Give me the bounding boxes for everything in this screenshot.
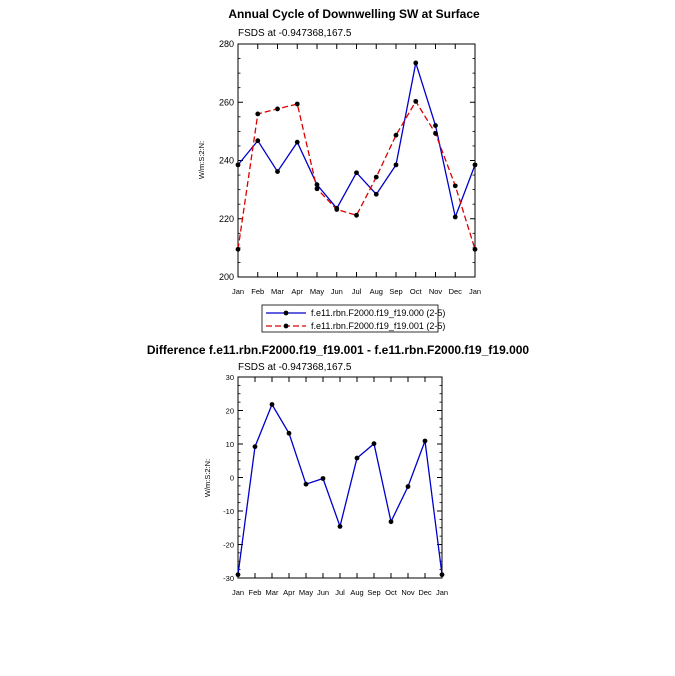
chart1-xtick-label: Mar [271, 287, 284, 296]
annual-cycle-chart [197, 7, 481, 296]
chart1-series-0-point [413, 61, 418, 66]
chart1-y-axis [219, 39, 475, 282]
chart1-xtick-label: May [309, 287, 325, 296]
chart1-series-1-point [295, 102, 300, 107]
chart2-subtitle: FSDS at -0.947368,167.5 [238, 362, 352, 373]
chart1-ytick-label: 240 [218, 155, 234, 166]
chart1-xtick-label: Aug [369, 287, 383, 296]
chart1-series-1-point [236, 247, 241, 252]
chart2-xtick-label: Jul [335, 588, 345, 597]
chart2-xtick-label: Jan [231, 588, 245, 597]
chart1-xtick-label: Oct [409, 287, 422, 296]
chart1-xtick-label: Jan [468, 287, 482, 296]
chart2-xtick-label: Jan [435, 588, 449, 597]
chart2-series-0-point [372, 441, 377, 446]
chart2-ytick-label: 10 [225, 440, 234, 449]
chart1-series-1-point [453, 183, 458, 188]
difference-chart [147, 343, 530, 597]
chart1-series-1-point [255, 112, 260, 117]
chart1-series-1-line [238, 101, 475, 249]
chart2-title: Difference f.e11.rbn.F2000.f19_f19.001 - f.e11.rbn.F2000.f19_f19.000 [146, 343, 530, 357]
chart1-series-1-point [374, 175, 379, 180]
chart1-xtick-label: Nov [428, 287, 443, 296]
chart1-series-1-point [275, 107, 280, 112]
chart2-series-0-point [389, 519, 394, 524]
chart1-xtick-label: Feb [251, 287, 265, 296]
chart2-xtick-label: Oct [385, 588, 397, 597]
chart1-title: Annual Cycle of Downwelling SW at Surface [228, 7, 480, 21]
legend-marker-series-0 [284, 311, 289, 316]
chart2-xtick-label: Sep [367, 588, 381, 597]
chart1-series-1-point [433, 131, 438, 136]
chart1-x-axis [232, 44, 481, 296]
chart1-ytick-label: 200 [218, 272, 234, 282]
chart2-series-0-point [236, 572, 241, 577]
chart2-xtick-label: May [298, 588, 314, 597]
legend-marker-series-1 [284, 324, 289, 329]
chart2-ytick-label: -10 [223, 507, 234, 516]
chart2-series-0-point [253, 444, 258, 449]
chart1-series-0-point [354, 170, 359, 175]
chart1-series-0-point [275, 169, 280, 174]
chart2-xtick-label: Aug [350, 588, 364, 597]
chart1-series-1-point [315, 186, 320, 191]
chart2-series-0-point [423, 439, 428, 444]
chart1-subtitle: FSDS at -0.947368,167.5 [238, 28, 352, 39]
chart1-series-1-point [473, 247, 478, 252]
chart1-xtick-label: Jun [330, 287, 343, 296]
chart2-series-0-point [338, 524, 343, 529]
chart1-ytick-label: 220 [218, 213, 234, 224]
chart2-series-0-point [355, 456, 360, 461]
chart2-ytick-label: 20 [225, 406, 234, 416]
chart2-y-axis [223, 373, 442, 583]
chart2-ytick-label: 30 [225, 373, 234, 382]
chart2-series [236, 402, 445, 577]
chart2-series-0-point [270, 402, 275, 407]
chart1-xtick-label: Sep [389, 287, 403, 296]
chart1-legend [262, 305, 445, 332]
chart1-series-0-point [453, 215, 458, 220]
chart1-series-0-point [236, 162, 241, 167]
chart2-series-0-line [238, 405, 442, 575]
chart1-series-0-point [295, 140, 300, 145]
chart1-series-0-point [473, 162, 478, 167]
legend-label-series-0: f.e11.rbn.F2000.f19_f19.000 (2-5) [311, 308, 446, 318]
chart2-xtick-label: Mar [265, 588, 279, 597]
chart1-ytick-label: 280 [218, 39, 234, 49]
chart2-ylabel: W/m:S:2:N: [203, 458, 212, 498]
chart1-xtick-label: Jan [231, 287, 245, 296]
chart1-plot-frame [238, 44, 475, 277]
chart2-xtick-label: Dec [418, 588, 432, 597]
chart2-xtick-label: Feb [248, 588, 262, 597]
chart2-series-0-point [406, 484, 411, 489]
chart2-xtick-label: Nov [401, 588, 415, 597]
chart1-series-1-point [334, 207, 339, 212]
chart2-xtick-label: Jun [316, 588, 330, 597]
chart2-series-0-point [440, 572, 445, 577]
chart1-xtick-label: Dec [448, 287, 462, 296]
chart1-series [236, 61, 478, 252]
legend-label-series-1: f.e11.rbn.F2000.f19_f19.001 (2-5) [311, 321, 446, 331]
chart2-ytick-label: -20 [223, 540, 234, 550]
chart1-series-1-point [413, 99, 418, 104]
chart1-series-1-point [394, 133, 399, 138]
chart1-ylabel: W/m:S:2:N: [197, 140, 206, 180]
chart1-series-0-line [238, 63, 475, 217]
chart1-series-0-point [255, 138, 260, 143]
chart2-ytick-label: -30 [223, 574, 234, 583]
chart2-xtick-label: Apr [283, 588, 295, 597]
chart2-series-0-point [287, 431, 292, 436]
chart1-series-0-point [394, 162, 399, 167]
chart1-ytick-label: 260 [218, 97, 234, 108]
chart1-series-0-point [374, 192, 379, 197]
chart2-series-0-point [304, 482, 309, 487]
chart1-xtick-label: Jul [351, 287, 362, 296]
chart1-xtick-label: Apr [291, 287, 304, 296]
chart2-ytick-label: 0 [229, 473, 234, 483]
chart1-series-0-point [433, 123, 438, 128]
chart1-series-1-point [354, 213, 359, 218]
chart2-series-0-point [321, 476, 326, 481]
